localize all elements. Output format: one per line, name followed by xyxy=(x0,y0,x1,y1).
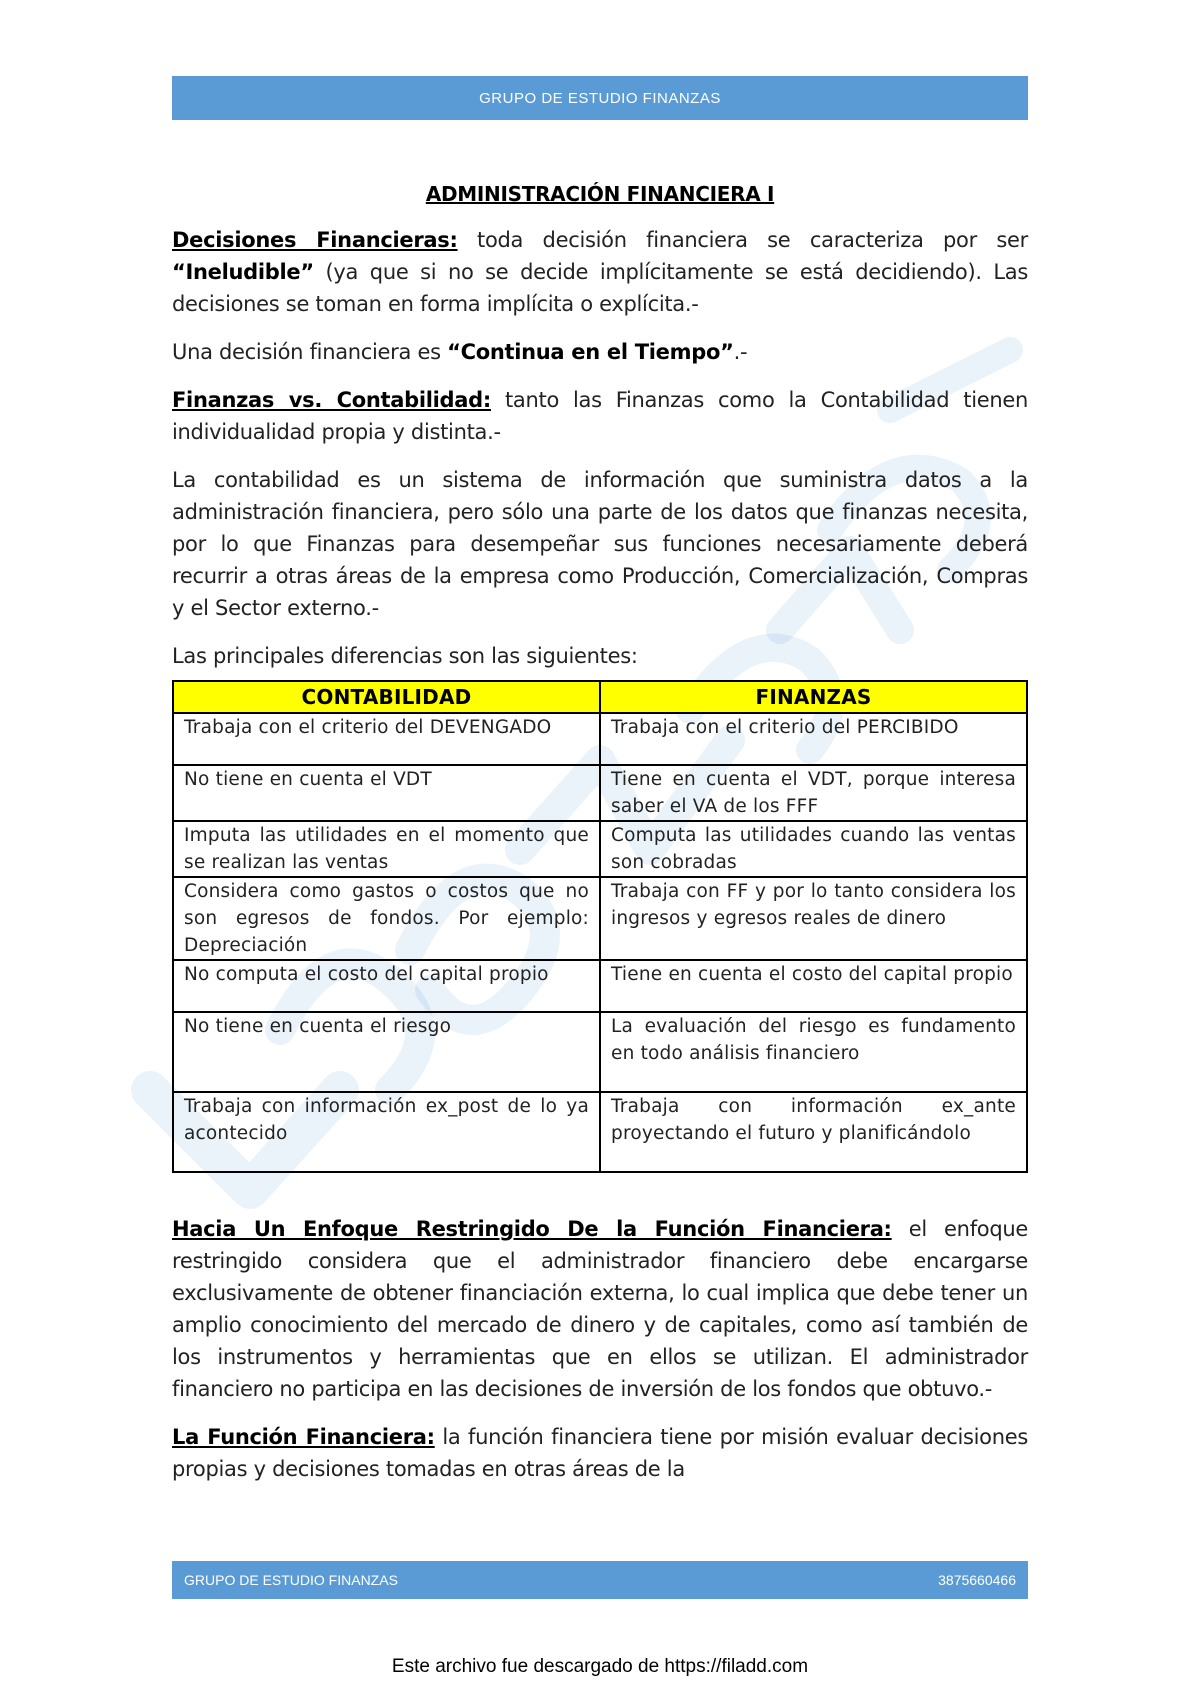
table-cell: No computa el costo del capital propio xyxy=(173,960,600,1012)
section-heading: Decisiones Financieras: xyxy=(172,228,458,252)
table-row xyxy=(173,960,1027,1012)
table-cell: Computa las utilidades cuando las ventas son cobradas xyxy=(600,821,1027,877)
paragraph-enfoque-restringido: Hacia Un Enfoque Restringido De la Función Financiera: el enfoque restringido considera que el administrador financiero debe encargarse exclusivamente de obtener financiación externa, lo cual implica que debe tener un amplio conocimiento del mercado de dinero y de capitales, como así también de los instrumentos y herramientas que en ellos se utilizan. El administrador financiero no participa en las decisiones de inversión de los fondos que obtuvo.- xyxy=(172,1217,1028,1401)
paragraph-diferencias: Las principales diferencias son las siguientes: xyxy=(172,644,638,668)
table-cell: Tiene en cuenta el VDT, porque interesa saber el VA de los FFF xyxy=(600,765,1027,821)
table-cell: Trabaja con información ex_post de lo ya acontecido xyxy=(173,1092,600,1172)
table-header-row xyxy=(173,681,1027,713)
table-cell: Trabaja con FF y por lo tanto considera los ingresos y egresos reales de dinero xyxy=(600,877,1027,960)
download-source-note: Este archivo fue descargado de https://filadd.com xyxy=(391,1656,809,1677)
table-cell: Trabaja con el criterio del PERCIBIDO xyxy=(600,713,1027,765)
table-row xyxy=(173,1012,1027,1092)
document-body xyxy=(172,172,1028,1501)
paragraph-continua: Una decisión financiera es “Continua en el Tiempo”.- xyxy=(172,340,748,364)
column-header-finanzas: FINANZAS xyxy=(600,681,1027,713)
table-cell: Trabaja con el criterio del DEVENGADO xyxy=(173,713,600,765)
table-cell: Trabaja con información ex_ante proyectando el futuro y planificándolo xyxy=(600,1092,1027,1172)
header-text: GRUPO DE ESTUDIO FINANZAS xyxy=(479,89,721,107)
page-footer-band xyxy=(172,1561,1028,1599)
footer-left-text: GRUPO DE ESTUDIO FINANZAS xyxy=(184,1572,398,1588)
table-cell: Tiene en cuenta el costo del capital propio xyxy=(600,960,1027,1012)
paragraph-finanzas-vs-contabilidad: Finanzas vs. Contabilidad: tanto las Finanzas como la Contabilidad tienen individualidad propia y distinta.- xyxy=(172,388,1029,444)
page-header-band xyxy=(172,76,1028,120)
comparison-table xyxy=(172,680,1028,1173)
table-row xyxy=(173,765,1027,821)
table-row xyxy=(173,821,1027,877)
table-cell: No tiene en cuenta el VDT xyxy=(173,765,600,821)
section-heading: Finanzas vs. Contabilidad: xyxy=(172,388,491,412)
table-cell: La evaluación del riesgo es fundamento en todo análisis financiero xyxy=(600,1012,1027,1092)
table-cell: No tiene en cuenta el riesgo xyxy=(173,1012,600,1092)
paragraph-funcion-financiera: La Función Financiera: la función financiera tiene por misión evaluar decisiones propias y decisiones tomadas en otras áreas de la xyxy=(172,1425,1028,1481)
section-heading: Hacia Un Enfoque Restringido De la Función Financiera: xyxy=(172,1217,892,1241)
footer-phone: 3875660466 xyxy=(938,1572,1016,1588)
paragraph-contabilidad: La contabilidad es un sistema de información que suministra datos a la administración financiera, pero sólo una parte de los datos que finanzas necesita, por lo que Finanzas para desempeñar sus funciones necesariamente deberá recurrir a otras áreas de la empresa como Producción, Comercialización, Compras y el Sector externo.- xyxy=(172,468,1028,620)
paragraph-decisiones: Decisiones Financieras: toda decisión financiera se caracteriza por ser “Ineludible” (ya que si no se decide implícitamente se está decidiendo). Las decisiones se toman en forma implícita o explícita.- xyxy=(172,228,1028,316)
table-row xyxy=(173,877,1027,960)
table-row xyxy=(173,1092,1027,1172)
section-heading: La Función Financiera: xyxy=(172,1425,435,1449)
document-title: ADMINISTRACIÓN FINANCIERA I xyxy=(425,182,775,206)
table-row xyxy=(173,713,1027,765)
table-cell: Imputa las utilidades en el momento que se realizan las ventas xyxy=(173,821,600,877)
column-header-contabilidad: CONTABILIDAD xyxy=(173,681,600,713)
table-cell: Considera como gastos o costos que no son egresos de fondos. Por ejemplo: Depreciación xyxy=(173,877,600,960)
